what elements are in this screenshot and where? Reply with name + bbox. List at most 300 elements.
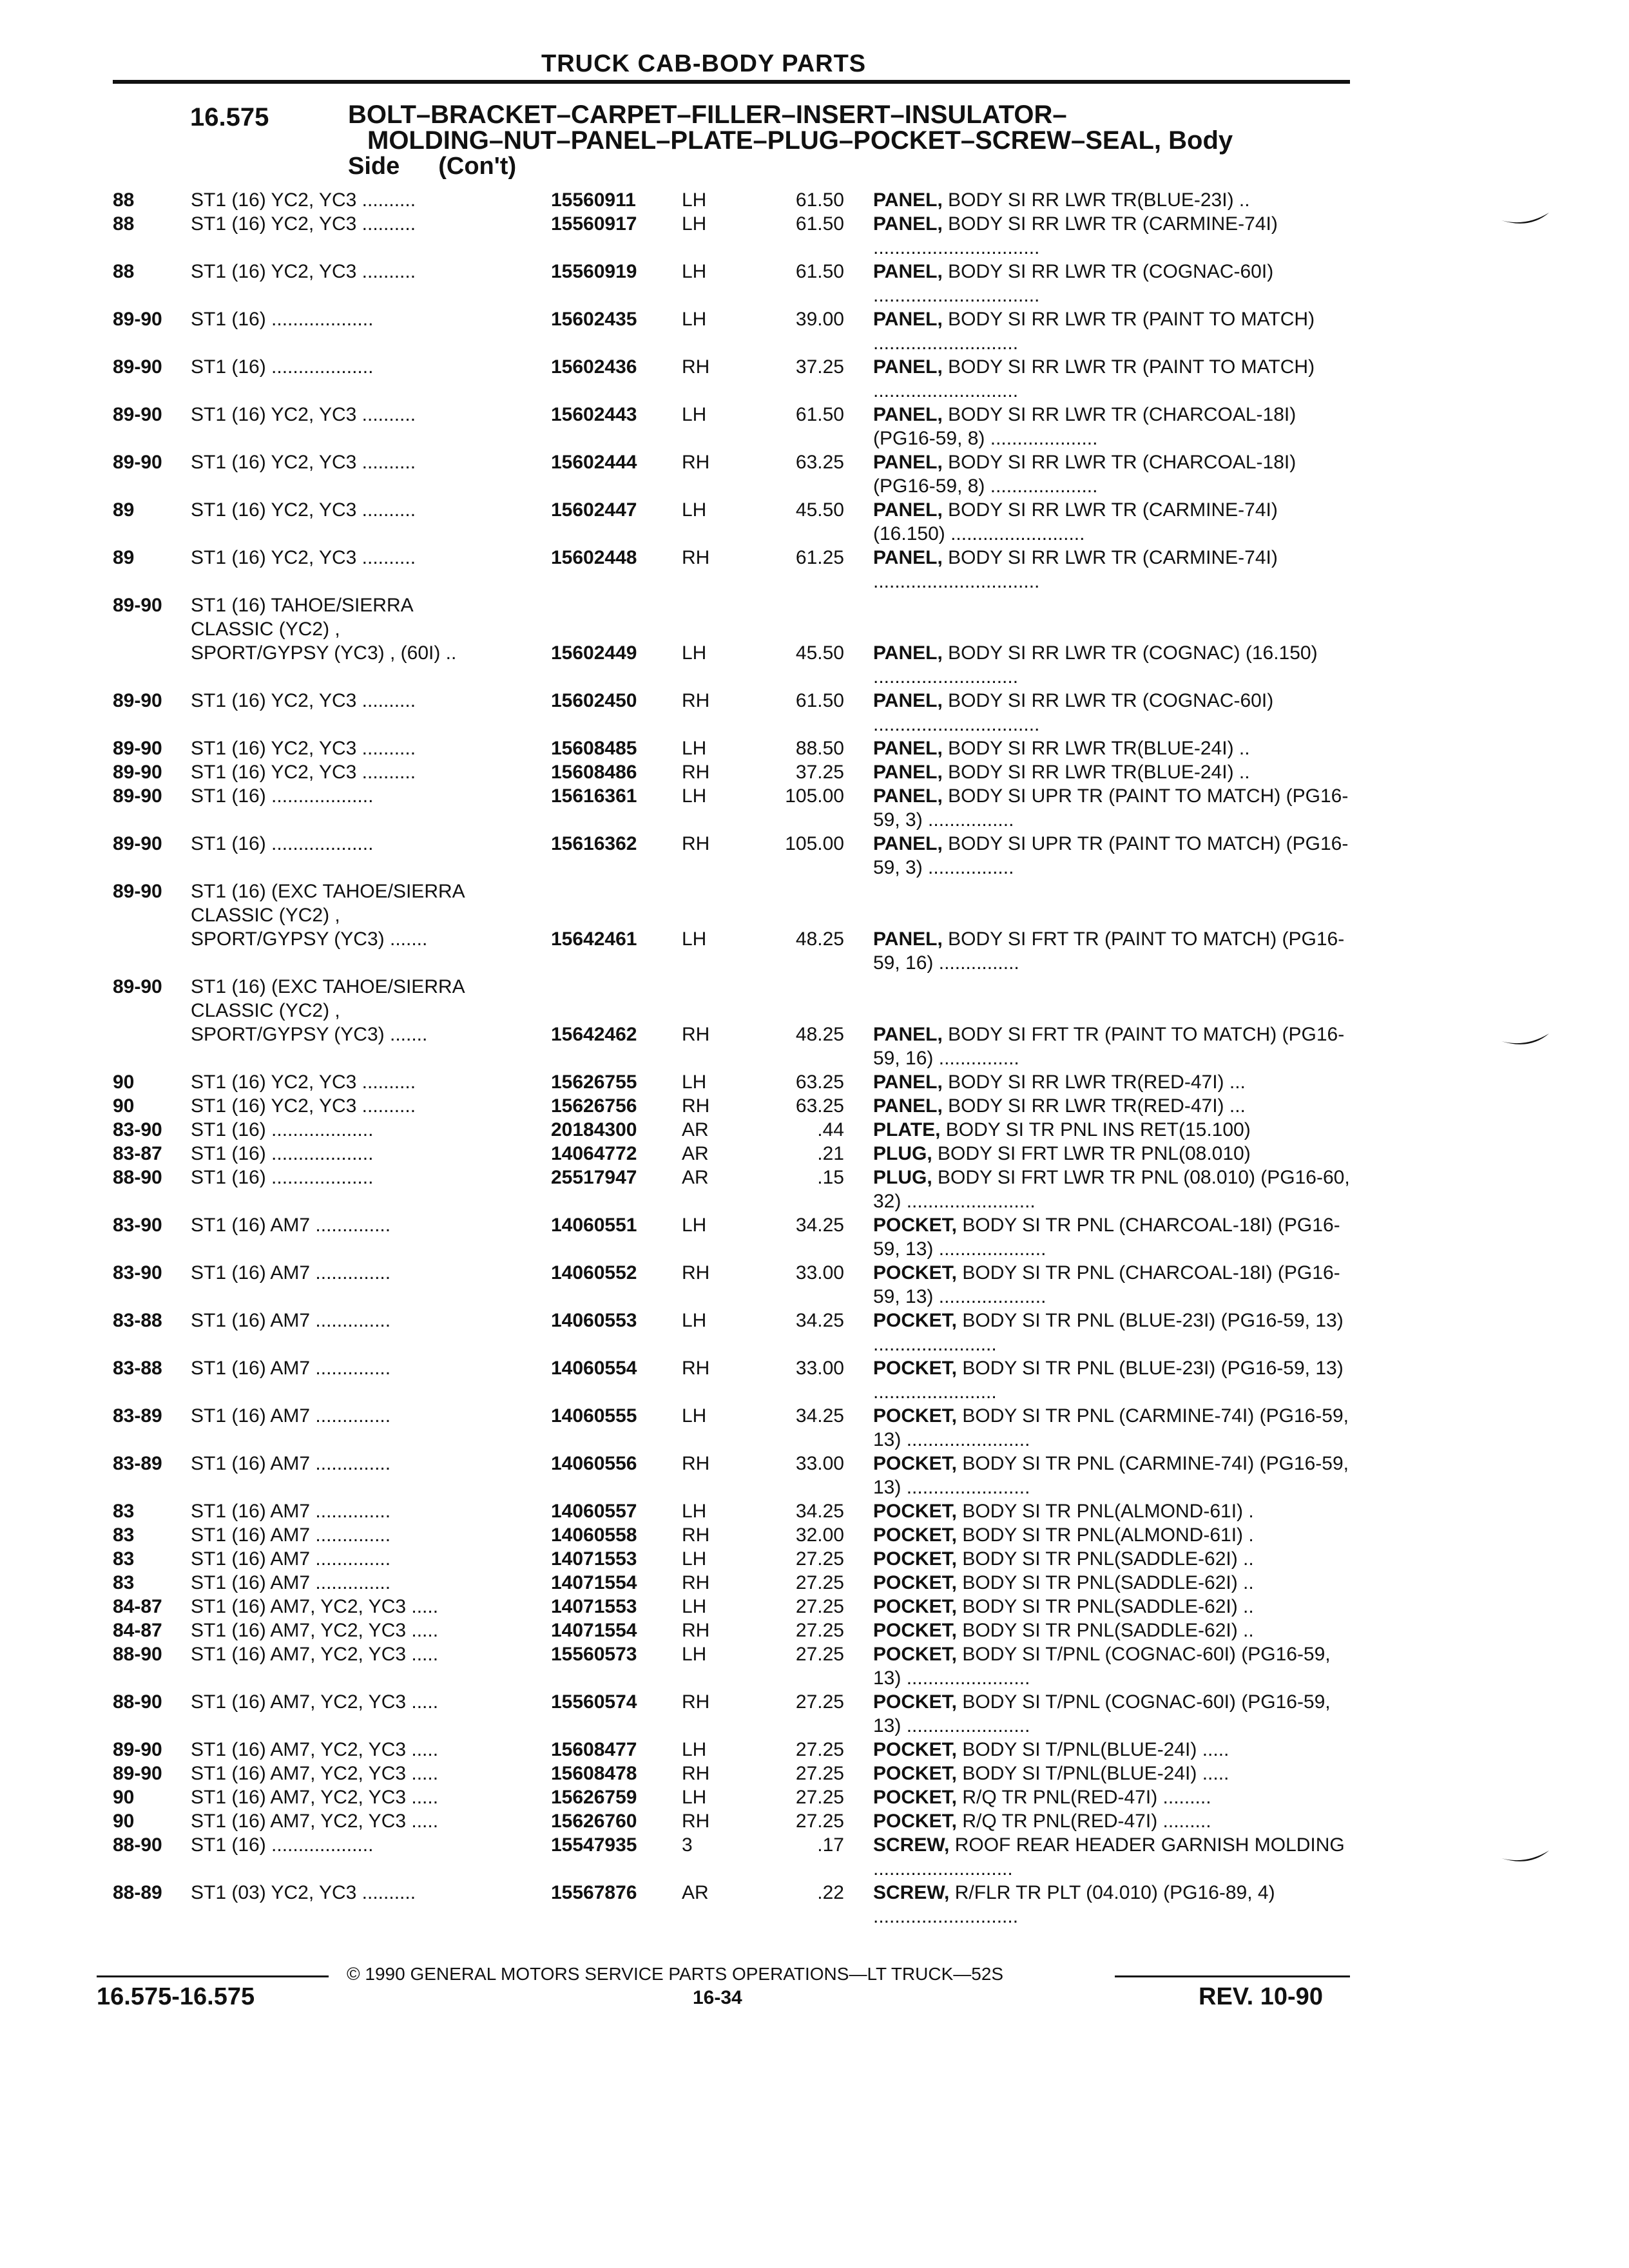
part-row — [0, 736, 1629, 760]
price: 105.00 — [785, 785, 844, 807]
part-row — [0, 1762, 1629, 1785]
model-year: 89 — [113, 499, 135, 521]
quantity: RH — [682, 452, 710, 473]
part-row — [0, 975, 1629, 1070]
part-number: 15567876 — [551, 1882, 637, 1903]
footer-section-range: 16.575-16.575 — [97, 1983, 255, 2010]
application: ST1 (16) YC2, YC3 .......... — [191, 1095, 416, 1117]
part-number: 15608478 — [551, 1763, 637, 1784]
part-row — [0, 1785, 1629, 1809]
price: 61.50 — [795, 404, 844, 425]
part-number: 15560573 — [551, 1644, 637, 1665]
part-row — [0, 1809, 1629, 1833]
price: 27.25 — [795, 1763, 844, 1784]
application: ST1 (16) YC2, YC3 .......... — [191, 690, 416, 711]
description-noun: POCKET, — [873, 1811, 958, 1832]
application: ST1 (16) AM7, YC2, YC3 ..... — [191, 1739, 439, 1760]
description — [873, 212, 1350, 260]
part-row — [0, 760, 1629, 784]
description-text: BODY SI T/PNL(BLUE-24I) ..... — [957, 1763, 1229, 1784]
part-row — [0, 1213, 1629, 1261]
price: 27.25 — [795, 1572, 844, 1593]
description — [873, 832, 1350, 879]
price: 34.25 — [795, 1405, 844, 1427]
model-year: 84-87 — [113, 1620, 162, 1641]
quantity: RH — [682, 1811, 710, 1832]
section-title-line3 — [348, 153, 1353, 179]
price: .22 — [817, 1882, 844, 1903]
description-noun: POCKET, — [873, 1572, 958, 1593]
quantity: RH — [682, 1572, 710, 1593]
part-row — [0, 1619, 1629, 1642]
description — [873, 1547, 1350, 1571]
model-year: 89-90 — [113, 356, 162, 378]
model-year: 89-90 — [113, 1763, 162, 1784]
part-row — [0, 1833, 1629, 1881]
part-number: 25517947 — [551, 1167, 637, 1188]
section-title-line2: MOLDING–NUT–PANEL–PLATE–PLUG–POCKET–SCREW–SEAL, Body — [367, 126, 1233, 155]
description-text: BODY SI FRT LWR TR PNL(08.010) — [932, 1143, 1251, 1164]
part-number: 15560574 — [551, 1691, 637, 1713]
description — [873, 498, 1350, 546]
quantity: LH — [682, 404, 707, 425]
part-row — [0, 1690, 1629, 1738]
model-year: 90 — [113, 1072, 135, 1093]
application: ST1 (16) AM7 .............. — [191, 1215, 391, 1236]
description — [873, 1213, 1350, 1261]
description-noun: PANEL, — [873, 213, 943, 235]
model-year: 83-88 — [113, 1310, 162, 1331]
description-text: BODY SI RR LWR TR (CARMINE-74I) ............................... — [873, 547, 1278, 592]
quantity: LH — [682, 738, 707, 759]
price: 27.25 — [795, 1811, 844, 1832]
part-row — [0, 498, 1629, 546]
description — [873, 403, 1350, 450]
description-noun: PANEL, — [873, 785, 943, 807]
description-text: BODY SI TR PNL(ALMOND-61I) . — [957, 1524, 1254, 1546]
section-title — [348, 102, 1353, 179]
description-noun: POCKET, — [873, 1691, 958, 1713]
application: ST1 (16) (EXC TAHOE/SIERRA — [191, 881, 465, 902]
description-text: BODY SI TR PNL (CARMINE-74I) (PG16-59, 13) ....................... — [873, 1405, 1349, 1450]
application: ST1 (16) AM7 .............. — [191, 1358, 391, 1379]
description — [873, 1499, 1350, 1523]
model-year: 83-90 — [113, 1215, 162, 1236]
price: 27.25 — [795, 1620, 844, 1641]
part-number: 15602450 — [551, 690, 637, 711]
application: ST1 (16) ................... — [191, 309, 374, 330]
description-noun: PANEL, — [873, 1095, 943, 1117]
application-line3: SPORT/GYPSY (YC3) ....... — [191, 928, 428, 950]
application: ST1 (16) YC2, YC3 .......... — [191, 452, 416, 473]
part-number: 14060551 — [551, 1215, 637, 1236]
model-year: 89-90 — [113, 404, 162, 425]
application: ST1 (03) YC2, YC3 .......... — [191, 1882, 416, 1903]
quantity: LH — [682, 1739, 707, 1760]
description-text: BODY SI T/PNL (COGNAC-60I) (PG16-59, 13) ....................... — [873, 1644, 1331, 1689]
description-noun: PANEL, — [873, 1072, 943, 1093]
quantity: RH — [682, 762, 710, 783]
quantity: LH — [682, 1596, 707, 1617]
description-text: BODY SI TR PNL(SADDLE-62I) .. — [957, 1572, 1254, 1593]
description-text: BODY SI FRT TR (PAINT TO MATCH) (PG16-59, 16) ............... — [873, 928, 1345, 974]
description-text: BODY SI TR PNL (BLUE-23I) (PG16-59, 13) ....................... — [873, 1358, 1344, 1403]
description — [873, 927, 1350, 975]
description-noun: PANEL, — [873, 642, 943, 664]
description-noun: PLATE, — [873, 1119, 941, 1140]
parts-list — [0, 188, 1629, 1928]
description — [873, 188, 1350, 212]
model-year: 83-90 — [113, 1119, 162, 1140]
part-number: 15560919 — [551, 261, 637, 282]
description-text: BODY SI T/PNL(BLUE-24I) ..... — [957, 1739, 1229, 1760]
quantity: AR — [682, 1119, 709, 1140]
price: .21 — [817, 1143, 844, 1164]
quantity: LH — [682, 189, 707, 211]
quantity: RH — [682, 547, 710, 568]
quantity: LH — [682, 1215, 707, 1236]
description-noun: POCKET, — [873, 1763, 958, 1784]
description-text: BODY SI UPR TR (PAINT TO MATCH) (PG16-59, 3) ................ — [873, 833, 1349, 878]
application: ST1 (16) ................... — [191, 1119, 374, 1140]
description — [873, 641, 1350, 689]
description-noun: POCKET, — [873, 1215, 958, 1236]
description-text: BODY SI TR PNL(SADDLE-62I) .. — [957, 1620, 1254, 1641]
application: ST1 (16) YC2, YC3 .......... — [191, 499, 416, 521]
price: 37.25 — [795, 762, 844, 783]
model-year: 88-90 — [113, 1644, 162, 1665]
quantity: LH — [682, 499, 707, 521]
part-row — [0, 1738, 1629, 1762]
part-number: 15616362 — [551, 833, 637, 854]
price: 27.25 — [795, 1548, 844, 1570]
application: ST1 (16) AM7 .............. — [191, 1524, 391, 1546]
quantity: LH — [682, 1644, 707, 1665]
part-row — [0, 1094, 1629, 1118]
quantity: RH — [682, 1524, 710, 1546]
margin-mark — [1500, 1031, 1552, 1050]
part-row — [0, 832, 1629, 879]
description — [873, 1833, 1350, 1881]
description-noun: POCKET, — [873, 1596, 958, 1617]
model-year: 89-90 — [113, 785, 162, 807]
description-text: BODY SI RR LWR TR (PAINT TO MATCH) ........................... — [873, 356, 1315, 401]
description — [873, 1595, 1350, 1619]
application: ST1 (16) ................... — [191, 356, 374, 378]
part-number: 15602449 — [551, 642, 637, 664]
quantity: LH — [682, 1310, 707, 1331]
price: 45.50 — [795, 499, 844, 521]
description-text: BODY SI RR LWR TR (CHARCOAL-18I) (PG16-59, 8) .................... — [873, 404, 1296, 449]
description — [873, 784, 1350, 832]
description-noun: POCKET, — [873, 1453, 958, 1474]
description-text: BODY SI TR PNL(SADDLE-62I) .. — [957, 1548, 1254, 1570]
part-number: 14071554 — [551, 1620, 637, 1641]
part-row — [0, 1142, 1629, 1166]
model-year: 89 — [113, 547, 135, 568]
part-row — [0, 212, 1629, 260]
application: ST1 (16) TAHOE/SIERRA — [191, 595, 414, 616]
revision-date: REV. 10-90 — [1199, 1983, 1323, 2010]
quantity: LH — [682, 1405, 707, 1427]
model-year: 89-90 — [113, 690, 162, 711]
description-text: BODY SI TR PNL (CHARCOAL-18I) (PG16-59, 13) .................... — [873, 1262, 1340, 1307]
price: 37.25 — [795, 356, 844, 378]
description-text: BODY SI RR LWR TR (CHARCOAL-18I) (PG16-59, 8) .................... — [873, 452, 1296, 497]
description-noun: POCKET, — [873, 1310, 958, 1331]
page-number: 16-34 — [693, 1987, 742, 2008]
description — [873, 1642, 1350, 1690]
price: 61.50 — [795, 189, 844, 211]
part-row — [0, 1452, 1629, 1499]
description-noun: PANEL, — [873, 189, 943, 211]
description-text: BODY SI RR LWR TR (COGNAC) (16.150) ........................... — [873, 642, 1318, 687]
description-text: R/Q TR PNL(RED-47I) ......... — [957, 1787, 1211, 1808]
application-line2: CLASSIC (YC2) , — [191, 1000, 340, 1021]
part-number: 14060552 — [551, 1262, 637, 1283]
price: 32.00 — [795, 1524, 844, 1546]
model-year: 89-90 — [113, 976, 162, 997]
price: 34.25 — [795, 1215, 844, 1236]
quantity: AR — [682, 1143, 709, 1164]
part-row — [0, 1642, 1629, 1690]
description-noun: POCKET, — [873, 1501, 958, 1522]
quantity: LH — [682, 1501, 707, 1522]
description-text: BODY SI FRT TR (PAINT TO MATCH) (PG16-59, 16) ............... — [873, 1024, 1345, 1069]
quantity: LH — [682, 261, 707, 282]
part-row — [0, 546, 1629, 593]
model-year: 90 — [113, 1811, 135, 1832]
price: 105.00 — [785, 833, 844, 854]
description — [873, 1309, 1350, 1356]
description — [873, 1690, 1350, 1738]
description — [873, 1356, 1350, 1404]
price: 48.25 — [795, 928, 844, 950]
price: .17 — [817, 1834, 844, 1856]
price: .15 — [817, 1167, 844, 1188]
part-row — [0, 1881, 1629, 1928]
description — [873, 736, 1350, 760]
model-year: 84-87 — [113, 1596, 162, 1617]
model-year: 88-90 — [113, 1834, 162, 1856]
part-number: 15626756 — [551, 1095, 637, 1117]
part-row — [0, 188, 1629, 212]
description-text: BODY SI TR PNL (BLUE-23I) (PG16-59, 13) ....................... — [873, 1310, 1344, 1355]
part-row — [0, 879, 1629, 975]
application: ST1 (16) AM7 .............. — [191, 1501, 391, 1522]
description — [873, 450, 1350, 498]
description-noun: PANEL, — [873, 690, 943, 711]
page-title: TRUCK CAB-BODY PARTS — [541, 50, 867, 77]
section-cont: (Con't) — [438, 153, 517, 180]
application: ST1 (16) YC2, YC3 .......... — [191, 738, 416, 759]
part-number: 15642461 — [551, 928, 637, 950]
model-year: 88-90 — [113, 1167, 162, 1188]
quantity: RH — [682, 1024, 710, 1045]
price: 45.50 — [795, 642, 844, 664]
description-noun: PANEL, — [873, 762, 943, 783]
application: ST1 (16) AM7 .............. — [191, 1453, 391, 1474]
part-row — [0, 1356, 1629, 1404]
part-number: 20184300 — [551, 1119, 637, 1140]
description — [873, 1142, 1350, 1166]
description-noun: POCKET, — [873, 1620, 958, 1641]
price: 27.25 — [795, 1739, 844, 1760]
price: 34.25 — [795, 1501, 844, 1522]
description-noun: PANEL, — [873, 547, 943, 568]
description-text: BODY SI T/PNL (COGNAC-60I) (PG16-59, 13) ....................... — [873, 1691, 1331, 1736]
part-number: 15547935 — [551, 1834, 637, 1856]
description-noun: PLUG, — [873, 1143, 932, 1164]
part-row — [0, 1261, 1629, 1309]
description-noun: POCKET, — [873, 1524, 958, 1546]
description — [873, 1118, 1350, 1142]
part-number: 14064772 — [551, 1143, 637, 1164]
price: 33.00 — [795, 1262, 844, 1283]
description-text: BODY SI RR LWR TR(BLUE-24I) .. — [942, 738, 1250, 759]
part-number: 14060553 — [551, 1310, 637, 1331]
description-noun: POCKET, — [873, 1262, 958, 1283]
description-noun: POCKET, — [873, 1644, 958, 1665]
header-rule — [113, 80, 1350, 84]
quantity: RH — [682, 1691, 710, 1713]
application: ST1 (16) YC2, YC3 .......... — [191, 189, 416, 211]
application: ST1 (16) YC2, YC3 .......... — [191, 762, 416, 783]
description — [873, 1785, 1350, 1809]
application: ST1 (16) AM7, YC2, YC3 ..... — [191, 1787, 439, 1808]
model-year: 89-90 — [113, 833, 162, 854]
part-row — [0, 450, 1629, 498]
description-noun: SCREW, — [873, 1882, 950, 1903]
quantity: AR — [682, 1882, 709, 1903]
quantity: LH — [682, 213, 707, 235]
price: 63.25 — [795, 1095, 844, 1117]
part-number: 15642462 — [551, 1024, 637, 1045]
part-row — [0, 1547, 1629, 1571]
price: .44 — [817, 1119, 844, 1140]
description-noun: PLUG, — [873, 1167, 932, 1188]
model-year: 83-87 — [113, 1143, 162, 1164]
description-text: BODY SI RR LWR TR (COGNAC-60I) ............................... — [873, 261, 1274, 306]
description-text: BODY SI RR LWR TR(RED-47I) ... — [942, 1095, 1246, 1117]
part-number: 14060555 — [551, 1405, 637, 1427]
footer-rule — [1115, 1975, 1350, 1977]
description-text: BODY SI RR LWR TR(BLUE-23I) .. — [942, 189, 1250, 211]
quantity: LH — [682, 309, 707, 330]
model-year: 83 — [113, 1548, 135, 1570]
model-year: 88 — [113, 213, 135, 235]
description — [873, 355, 1350, 403]
model-year: 83 — [113, 1524, 135, 1546]
description-noun: POCKET, — [873, 1358, 958, 1379]
description-text: BODY SI RR LWR TR(RED-47I) ... — [942, 1072, 1246, 1093]
part-row — [0, 307, 1629, 355]
model-year: 89-90 — [113, 309, 162, 330]
application-line3: SPORT/GYPSY (YC3) , (60I) .. — [191, 642, 457, 664]
part-row — [0, 1404, 1629, 1452]
description — [873, 1809, 1350, 1833]
part-row — [0, 1166, 1629, 1213]
price: 27.25 — [795, 1787, 844, 1808]
model-year: 83-89 — [113, 1405, 162, 1427]
description-noun: PANEL, — [873, 452, 943, 473]
description — [873, 1881, 1350, 1928]
part-number: 15560917 — [551, 213, 637, 235]
part-number: 14060557 — [551, 1501, 637, 1522]
model-year: 83-90 — [113, 1262, 162, 1283]
margin-mark — [1500, 210, 1552, 229]
quantity: AR — [682, 1167, 709, 1188]
part-number: 15626755 — [551, 1072, 637, 1093]
part-row — [0, 593, 1629, 689]
description-text: BODY SI TR PNL (CHARCOAL-18I) (PG16-59, 13) .................... — [873, 1215, 1340, 1260]
description-text: BODY SI RR LWR TR(BLUE-24I) .. — [942, 762, 1250, 783]
application: ST1 (16) ................... — [191, 1834, 374, 1856]
price: 33.00 — [795, 1358, 844, 1379]
part-row — [0, 403, 1629, 450]
description — [873, 1619, 1350, 1642]
description-text: BODY SI UPR TR (PAINT TO MATCH) (PG16-59, 3) ................ — [873, 785, 1349, 831]
application: ST1 (16) ................... — [191, 1143, 374, 1164]
model-year: 90 — [113, 1095, 135, 1117]
part-row — [0, 1595, 1629, 1619]
part-row — [0, 784, 1629, 832]
part-number: 14071553 — [551, 1548, 637, 1570]
part-row — [0, 1499, 1629, 1523]
part-number: 15602444 — [551, 452, 637, 473]
model-year: 83-89 — [113, 1453, 162, 1474]
quantity: RH — [682, 1095, 710, 1117]
part-row — [0, 1118, 1629, 1142]
application-line2: CLASSIC (YC2) , — [191, 905, 340, 926]
part-number: 14071553 — [551, 1596, 637, 1617]
part-row — [0, 260, 1629, 307]
section-number: 16.575 — [190, 103, 269, 131]
margin-mark — [1500, 1848, 1552, 1867]
price: 33.00 — [795, 1453, 844, 1474]
price: 39.00 — [795, 309, 844, 330]
model-year: 89-90 — [113, 738, 162, 759]
description — [873, 1571, 1350, 1595]
description — [873, 1261, 1350, 1309]
application: ST1 (16) AM7, YC2, YC3 ..... — [191, 1644, 439, 1665]
part-row — [0, 1571, 1629, 1595]
model-year: 88 — [113, 189, 135, 211]
quantity: RH — [682, 1763, 710, 1784]
application: ST1 (16) YC2, YC3 .......... — [191, 404, 416, 425]
quantity: LH — [682, 928, 707, 950]
quantity: RH — [682, 833, 710, 854]
part-number: 15608486 — [551, 762, 637, 783]
part-number: 15608485 — [551, 738, 637, 759]
description-noun: PANEL, — [873, 833, 943, 854]
application: ST1 (16) YC2, YC3 .......... — [191, 213, 416, 235]
application: ST1 (16) ................... — [191, 1167, 374, 1188]
model-year: 83 — [113, 1501, 135, 1522]
quantity: RH — [682, 1453, 710, 1474]
description-noun: POCKET, — [873, 1787, 958, 1808]
quantity: RH — [682, 1620, 710, 1641]
description-noun: PANEL, — [873, 928, 943, 950]
application: ST1 (16) ................... — [191, 833, 374, 854]
description-text: BODY SI FRT LWR TR PNL (08.010) (PG16-60, 32) ........................ — [873, 1167, 1350, 1212]
description-noun: PANEL, — [873, 499, 943, 521]
description-noun: PANEL, — [873, 261, 943, 282]
part-number: 14060556 — [551, 1453, 637, 1474]
application: ST1 (16) AM7, YC2, YC3 ..... — [191, 1596, 439, 1617]
part-number: 15602435 — [551, 309, 637, 330]
description-text: BODY SI TR PNL (CARMINE-74I) (PG16-59, 13) ....................... — [873, 1453, 1349, 1498]
